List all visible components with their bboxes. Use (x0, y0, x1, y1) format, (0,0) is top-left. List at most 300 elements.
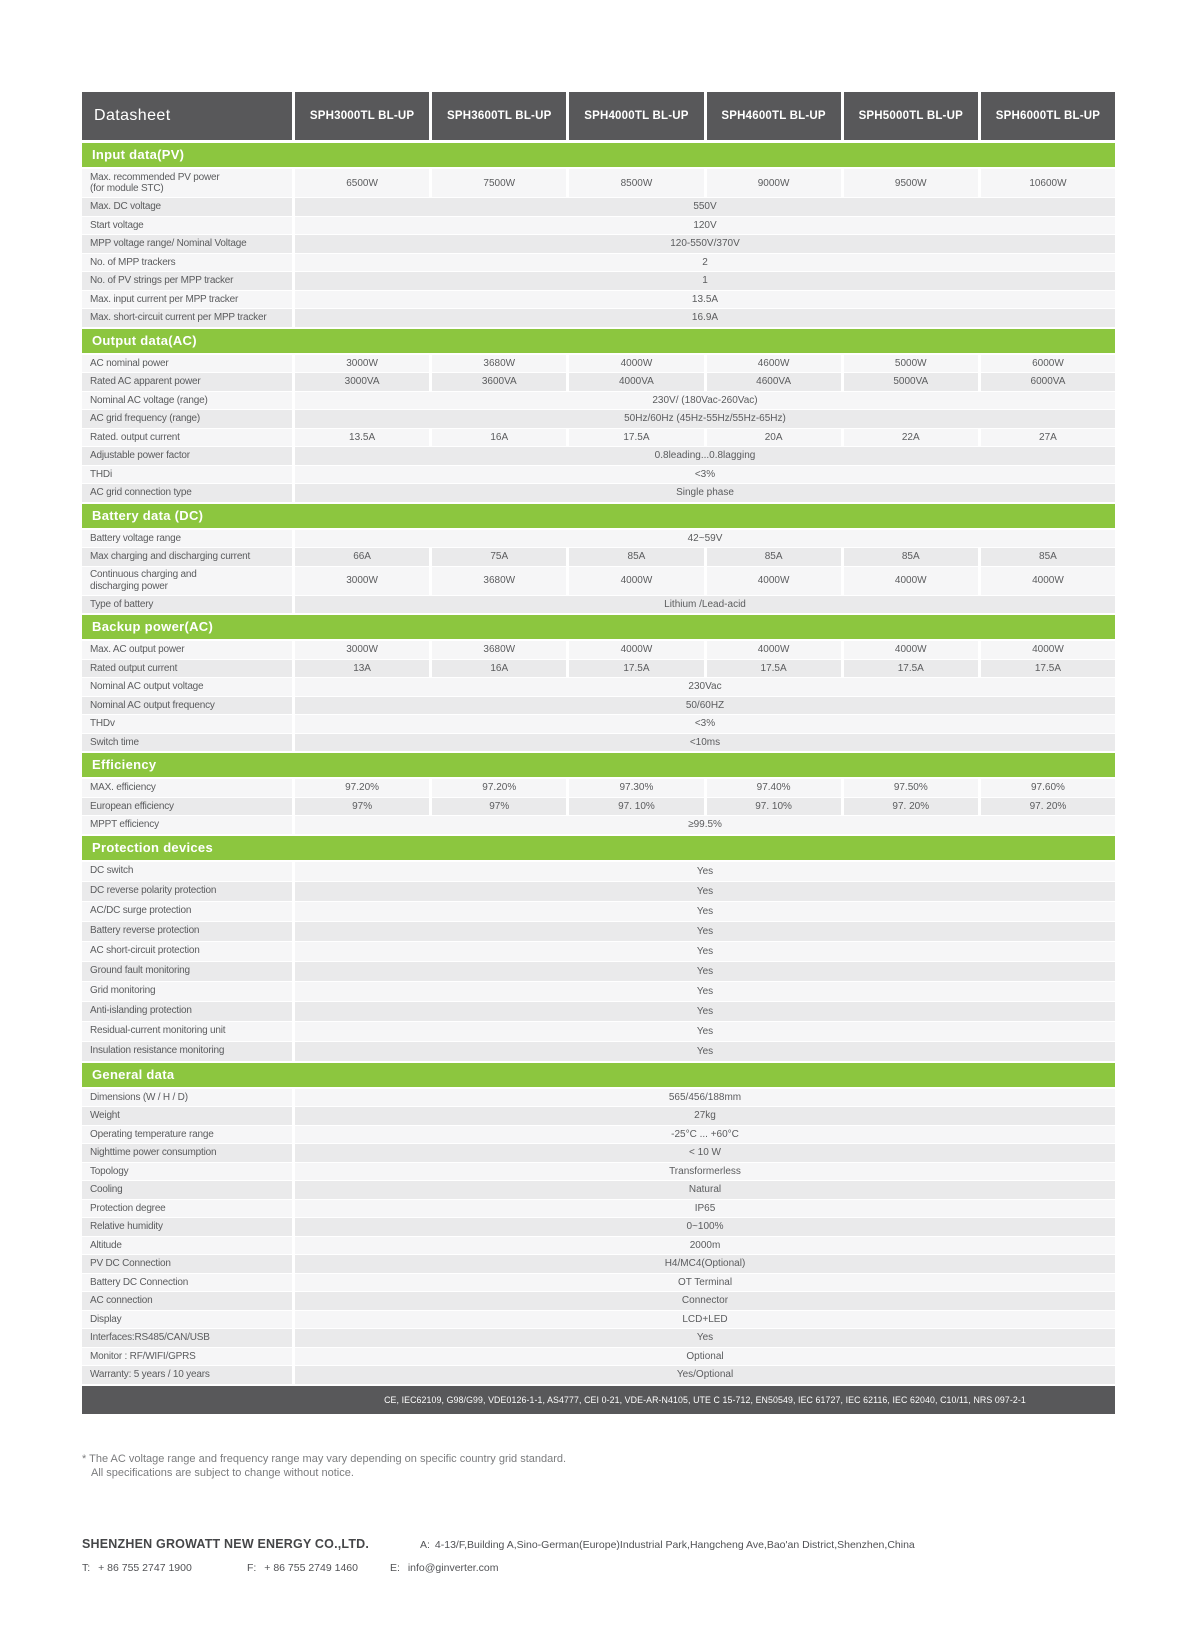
spec-label-line: Protection degree (90, 1202, 166, 1214)
spec-label-line: Switch time (90, 736, 139, 748)
spec-value: 6000VA (981, 373, 1115, 391)
spec-label-line: Rated. output current (90, 431, 180, 443)
spec-value: 13.5A (295, 429, 429, 447)
spec-label-line: Weight (90, 1110, 120, 1121)
model-column-header: SPH4000TL BL-UP (569, 92, 703, 140)
spec-row (82, 548, 1115, 566)
spec-label-line: Dimensions (W / H / D) (90, 1091, 188, 1103)
spec-label (82, 715, 292, 733)
spec-value: 9000W (707, 169, 841, 197)
spec-label-line: Residual-current monitoring unit (90, 1025, 226, 1037)
spec-row (82, 254, 1115, 272)
spec-value: 4000W (569, 355, 703, 373)
spec-value-span: 120-550V/370V (295, 235, 1115, 253)
spec-label (82, 962, 292, 981)
spec-row (82, 530, 1115, 548)
spec-value: 22A (844, 429, 978, 447)
spec-row (82, 734, 1115, 752)
spec-label (82, 596, 292, 614)
spec-label (82, 1348, 292, 1366)
spec-label-line: THDi (90, 468, 112, 480)
spec-label-line: Battery DC Connection (90, 1276, 189, 1288)
spec-label-line: Max. short-circuit current per MPP tracker (90, 312, 267, 323)
spec-label-line: Rated AC apparent power (90, 376, 201, 387)
certifications-bar (82, 1386, 1115, 1414)
spec-value-span: 2 (295, 254, 1115, 272)
spec-row (82, 1107, 1115, 1125)
spec-value: 27A (981, 429, 1115, 447)
spec-row (82, 235, 1115, 253)
spec-row (82, 291, 1115, 309)
spec-row (82, 217, 1115, 235)
spec-label-line: Battery reverse protection (90, 925, 200, 937)
spec-value: 97.20% (432, 779, 566, 797)
spec-value: 97.30% (569, 779, 703, 797)
spec-label (82, 429, 292, 447)
spec-label (82, 373, 292, 391)
spec-label (82, 447, 292, 465)
spec-label (82, 1255, 292, 1273)
spec-label (82, 466, 292, 484)
certifications-spacer (82, 1386, 295, 1414)
section-header: Backup power(AC) (82, 615, 1115, 639)
spec-row (82, 392, 1115, 410)
spec-value-span: LCD+LED (295, 1311, 1115, 1329)
spec-label-line: PV DC Connection (90, 1258, 171, 1269)
spec-value-span: Yes (295, 882, 1115, 901)
spec-value: 9500W (844, 169, 978, 197)
model-column-header: SPH3000TL BL-UP (295, 92, 429, 140)
spec-value-span: Connector (295, 1292, 1115, 1310)
spec-label-line: Max. recommended PV power (90, 171, 220, 183)
spec-value-span: Transformerless (295, 1163, 1115, 1181)
section-header: Input data(PV) (82, 143, 1115, 167)
spec-row (82, 169, 1115, 197)
spec-value-span: <10ms (295, 734, 1115, 752)
spec-value: 3680W (432, 567, 566, 595)
spec-value: 16A (432, 660, 566, 678)
spec-label-line: Warranty: 5 years / 10 years (90, 1369, 210, 1380)
section-header: Protection devices (82, 836, 1115, 860)
spec-label (82, 1237, 292, 1255)
tel-label: T: (82, 1562, 91, 1574)
spec-value-span: 42~59V (295, 530, 1115, 548)
spec-value-span: Yes (295, 1329, 1115, 1347)
spec-label-line: Display (90, 1313, 122, 1325)
spec-row (82, 1144, 1115, 1162)
spec-label (82, 678, 292, 696)
spec-value-span: Yes (295, 1002, 1115, 1021)
spec-value: 10600W (981, 169, 1115, 197)
footnote-line-2: All specifications are subject to change without notice. (91, 1467, 354, 1480)
spec-label (82, 816, 292, 834)
spec-label-line: Ground fault monitoring (90, 965, 190, 977)
spec-label (82, 882, 292, 901)
spec-value-span: OT Terminal (295, 1274, 1115, 1292)
address-label: A: (420, 1539, 430, 1551)
spec-label (82, 982, 292, 1001)
spec-label-line: No. of MPP trackers (90, 256, 176, 268)
spec-label-line: AC connection (90, 1295, 153, 1306)
spec-value-span: Optional (295, 1348, 1115, 1366)
spec-value: 4000W (844, 641, 978, 659)
spec-value-span: 16.9A (295, 309, 1115, 327)
spec-row (82, 1126, 1115, 1144)
spec-label-line: Nominal AC output voltage (90, 681, 204, 692)
spec-label (82, 291, 292, 309)
spec-label-line: Insulation resistance monitoring (90, 1045, 225, 1057)
spec-label (82, 641, 292, 659)
spec-row (82, 697, 1115, 715)
model-column-header: SPH3600TL BL-UP (432, 92, 566, 140)
model-column-header: SPH6000TL BL-UP (981, 92, 1115, 140)
spec-label-line: MPPT efficiency (90, 819, 159, 830)
spec-row (82, 447, 1115, 465)
spec-value: 3680W (432, 641, 566, 659)
spec-value-span: 2000m (295, 1237, 1115, 1255)
spec-value: 97.20% (295, 779, 429, 797)
spec-value: 97.50% (844, 779, 978, 797)
spec-label-line: MPP voltage range/ Nominal Voltage (90, 238, 247, 249)
spec-label-line: Monitor : RF/WIFI/GPRS (90, 1350, 196, 1362)
tel-number: + 86 755 2747 1900 (98, 1562, 192, 1574)
spec-label (82, 1107, 292, 1125)
spec-row (82, 484, 1115, 502)
spec-label (82, 1181, 292, 1199)
spec-label (82, 567, 292, 595)
spec-label (82, 530, 292, 548)
table-section (82, 753, 1115, 834)
spec-value-span: Yes (295, 962, 1115, 981)
spec-label (82, 1042, 292, 1061)
spec-label (82, 1002, 292, 1021)
spec-row (82, 272, 1115, 290)
spec-label-line: Nominal AC voltage (range) (90, 394, 208, 406)
spec-row (82, 355, 1115, 373)
spec-label-line: Type of battery (90, 598, 154, 610)
spec-label (82, 1126, 292, 1144)
spec-label (82, 1311, 292, 1329)
spec-label-line: DC switch (90, 865, 134, 877)
spec-label-line: Operating temperature range (90, 1128, 214, 1140)
section-header: Battery data (DC) (82, 504, 1115, 528)
spec-label (82, 235, 292, 253)
spec-value: 97% (432, 798, 566, 816)
spec-label-line: Anti-islanding protection (90, 1005, 192, 1017)
spec-value: 6500W (295, 169, 429, 197)
company-name: SHENZHEN GROWATT NEW ENERGY CO.,LTD. (82, 1537, 370, 1551)
email-label: E: (390, 1562, 400, 1574)
spec-row (82, 1311, 1115, 1329)
spec-row (82, 982, 1115, 1001)
spec-label-line: No. of PV strings per MPP tracker (90, 275, 234, 286)
spec-value-span: Yes (295, 902, 1115, 921)
spec-row (82, 309, 1115, 327)
spec-row (82, 862, 1115, 881)
spec-label-line: Topology (90, 1165, 129, 1177)
spec-label-line: European efficiency (90, 800, 174, 812)
spec-value-span: 50Hz/60Hz (45Hz-55Hz/55Hz-65Hz) (295, 410, 1115, 428)
spec-row (82, 779, 1115, 797)
spec-value: 4000W (569, 641, 703, 659)
spec-table-header (82, 92, 1115, 140)
spec-row (82, 1329, 1115, 1347)
spec-value-span: 230V/ (180Vac-260Vac) (295, 392, 1115, 410)
spec-row (82, 660, 1115, 678)
spec-row (82, 1042, 1115, 1061)
fax-number: + 86 755 2749 1460 (264, 1562, 358, 1574)
spec-value: 85A (707, 548, 841, 566)
spec-label (82, 922, 292, 941)
section-header: General data (82, 1063, 1115, 1087)
spec-value-span: 50/60HZ (295, 697, 1115, 715)
model-column-header: SPH5000TL BL-UP (844, 92, 978, 140)
spec-row (82, 816, 1115, 834)
spec-row (82, 1348, 1115, 1366)
spec-value-span: Yes (295, 922, 1115, 941)
spec-value: 4600VA (707, 373, 841, 391)
spec-label-line: Max. input current per MPP tracker (90, 293, 239, 305)
spec-value-span: Yes (295, 982, 1115, 1001)
spec-label-line: Battery voltage range (90, 532, 181, 544)
spec-row (82, 410, 1115, 428)
spec-label (82, 1022, 292, 1041)
spec-table (82, 92, 1115, 1414)
spec-label-line: Adjustable power factor (90, 450, 190, 461)
spec-value: 17.5A (569, 660, 703, 678)
spec-label (82, 1329, 292, 1347)
spec-label (82, 1274, 292, 1292)
spec-value-span: IP65 (295, 1200, 1115, 1218)
spec-value: 4000VA (569, 373, 703, 391)
spec-row (82, 567, 1115, 595)
spec-value-span: Yes (295, 862, 1115, 881)
spec-label-line: AC nominal power (90, 357, 169, 369)
spec-value: 4600W (707, 355, 841, 373)
spec-label (82, 1292, 292, 1310)
spec-label-line: AC/DC surge protection (90, 905, 192, 917)
spec-row (82, 1163, 1115, 1181)
spec-label (82, 697, 292, 715)
spec-value-span: Natural (295, 1181, 1115, 1199)
spec-label-line: Interfaces:RS485/CAN/USB (90, 1332, 210, 1343)
spec-row (82, 198, 1115, 216)
spec-row (82, 678, 1115, 696)
spec-label-line: AC short-circuit protection (90, 945, 200, 957)
spec-value-span: Single phase (295, 484, 1115, 502)
spec-value-span: H4/MC4(Optional) (295, 1255, 1115, 1273)
spec-label (82, 798, 292, 816)
spec-value-span: 565/456/188mm (295, 1089, 1115, 1107)
spec-row (82, 1274, 1115, 1292)
spec-value-span: 13.5A (295, 291, 1115, 309)
spec-label (82, 254, 292, 272)
spec-label-line: Start voltage (90, 219, 144, 231)
datasheet-title: Datasheet (82, 92, 292, 140)
spec-value: 85A (844, 548, 978, 566)
spec-label (82, 1218, 292, 1236)
spec-label (82, 309, 292, 327)
spec-value: 4000W (844, 567, 978, 595)
spec-row (82, 1181, 1115, 1199)
spec-label (82, 734, 292, 752)
spec-row (82, 922, 1115, 941)
spec-label-line: Grid monitoring (90, 985, 156, 997)
spec-label-line: Nominal AC output frequency (90, 699, 215, 711)
spec-value: 8500W (569, 169, 703, 197)
spec-label (82, 902, 292, 921)
spec-value: 97. 20% (844, 798, 978, 816)
spec-value-span: -25°C ... +60°C (295, 1126, 1115, 1144)
spec-label (82, 198, 292, 216)
spec-value-span: < 10 W (295, 1144, 1115, 1162)
section-header: Output data(AC) (82, 329, 1115, 353)
spec-label-line: MAX. efficiency (90, 782, 156, 793)
spec-label (82, 548, 292, 566)
spec-label-line: Nighttime power consumption (90, 1147, 217, 1158)
spec-row (82, 1218, 1115, 1236)
spec-row (82, 373, 1115, 391)
spec-label-line: DC reverse polarity protection (90, 885, 217, 897)
spec-label-line: AC grid connection type (90, 487, 192, 498)
spec-label (82, 660, 292, 678)
spec-value: 97. 10% (569, 798, 703, 816)
spec-label (82, 1144, 292, 1162)
spec-label (82, 942, 292, 961)
spec-value: 97. 20% (981, 798, 1115, 816)
spec-value: 3600VA (432, 373, 566, 391)
spec-row (82, 715, 1115, 733)
spec-value: 7500W (432, 169, 566, 197)
spec-label-line: Continuous charging and (90, 569, 197, 580)
spec-label (82, 410, 292, 428)
spec-label (82, 1089, 292, 1107)
spec-row (82, 1022, 1115, 1041)
spec-label-line: Relative humidity (90, 1221, 163, 1232)
spec-value: 17.5A (844, 660, 978, 678)
spec-value: 5000VA (844, 373, 978, 391)
spec-value-span: 1 (295, 272, 1115, 290)
fax-label: F: (247, 1562, 257, 1574)
spec-value-span: Yes/Optional (295, 1366, 1115, 1384)
spec-value: 4000W (981, 641, 1115, 659)
spec-value: 3000W (295, 567, 429, 595)
spec-value: 3000W (295, 355, 429, 373)
spec-value: 6000W (981, 355, 1115, 373)
spec-value: 17.5A (707, 660, 841, 678)
spec-row (82, 962, 1115, 981)
certifications-text: CE, IEC62109, G98/G99, VDE0126-1-1, AS4777, CEI 0-21, VDE-AR-N4105, UTE C 15-712, EN50549, IEC 61727, IEC 62116, IEC 62040, C10/11, NRS 097-2-1 (384, 1394, 1026, 1405)
spec-label-line: THDv (90, 718, 115, 729)
footnotes (82, 1452, 566, 1481)
spec-label (82, 392, 292, 410)
spec-label (82, 1366, 292, 1384)
spec-label-line: Cooling (90, 1184, 123, 1195)
spec-value-span: Yes (295, 942, 1115, 961)
spec-value: 66A (295, 548, 429, 566)
spec-label-line: Max charging and discharging current (90, 551, 251, 562)
spec-row (82, 596, 1115, 614)
table-section (82, 836, 1115, 1061)
spec-label (82, 355, 292, 373)
spec-label (82, 779, 292, 797)
spec-value: 75A (432, 548, 566, 566)
spec-value: 13A (295, 660, 429, 678)
spec-row (82, 641, 1115, 659)
spec-value-span: <3% (295, 466, 1115, 484)
spec-label (82, 1200, 292, 1218)
spec-row (82, 1292, 1115, 1310)
company-address: 4-13/F,Building A,Sino-German(Europe)Industrial Park,Hangcheng Ave,Bao'an District,Shenzhen,China (434, 1539, 915, 1551)
spec-value: 4000W (569, 567, 703, 595)
section-header: Efficiency (82, 753, 1115, 777)
spec-value: 85A (981, 548, 1115, 566)
spec-value-span: Yes (295, 1022, 1115, 1041)
spec-row (82, 1002, 1115, 1021)
spec-row (82, 1089, 1115, 1107)
spec-row (82, 1237, 1115, 1255)
spec-row (82, 429, 1115, 447)
spec-label (82, 217, 292, 235)
spec-value: 20A (707, 429, 841, 447)
company-footer (82, 1537, 1132, 1574)
spec-row (82, 902, 1115, 921)
spec-row (82, 942, 1115, 961)
spec-row (82, 1255, 1115, 1273)
table-section (82, 1063, 1115, 1384)
spec-label-line: Altitude (90, 1239, 122, 1251)
spec-value-span: Lithium /Lead-acid (295, 596, 1115, 614)
spec-value-span: 0~100% (295, 1218, 1115, 1236)
spec-label-line: discharging power (90, 580, 168, 592)
spec-value: 3680W (432, 355, 566, 373)
email-address: info@ginverter.com (407, 1562, 499, 1574)
spec-value: 97.40% (707, 779, 841, 797)
spec-value-span: <3% (295, 715, 1115, 733)
table-section (82, 615, 1115, 751)
spec-value-span: ≥99.5% (295, 816, 1115, 834)
spec-value: 85A (569, 548, 703, 566)
spec-value: 17.5A (981, 660, 1115, 678)
spec-label (82, 1163, 292, 1181)
spec-value: 3000W (295, 641, 429, 659)
spec-value: 97% (295, 798, 429, 816)
spec-value-span: 550V (295, 198, 1115, 216)
spec-value-span: 27kg (295, 1107, 1115, 1125)
spec-value-span: 120V (295, 217, 1115, 235)
spec-label-line: AC grid frequency (range) (90, 413, 201, 424)
spec-label-line: Max. AC output power (90, 644, 185, 655)
spec-value: 17.5A (569, 429, 703, 447)
spec-label (82, 169, 292, 197)
spec-row (82, 882, 1115, 901)
spec-row (82, 466, 1115, 484)
spec-label (82, 862, 292, 881)
footnote-line-1: * The AC voltage range and frequency range may vary depending on specific country grid standard. (82, 1453, 567, 1465)
spec-row (82, 798, 1115, 816)
spec-label (82, 272, 292, 290)
spec-label-line: Max. DC voltage (90, 201, 161, 212)
spec-value: 5000W (844, 355, 978, 373)
table-section (82, 329, 1115, 502)
spec-row (82, 1200, 1115, 1218)
spec-value: 3000VA (295, 373, 429, 391)
spec-value: 4000W (707, 567, 841, 595)
spec-row (82, 1366, 1115, 1384)
spec-label (82, 484, 292, 502)
spec-value: 97.60% (981, 779, 1115, 797)
spec-value-span: 230Vac (295, 678, 1115, 696)
